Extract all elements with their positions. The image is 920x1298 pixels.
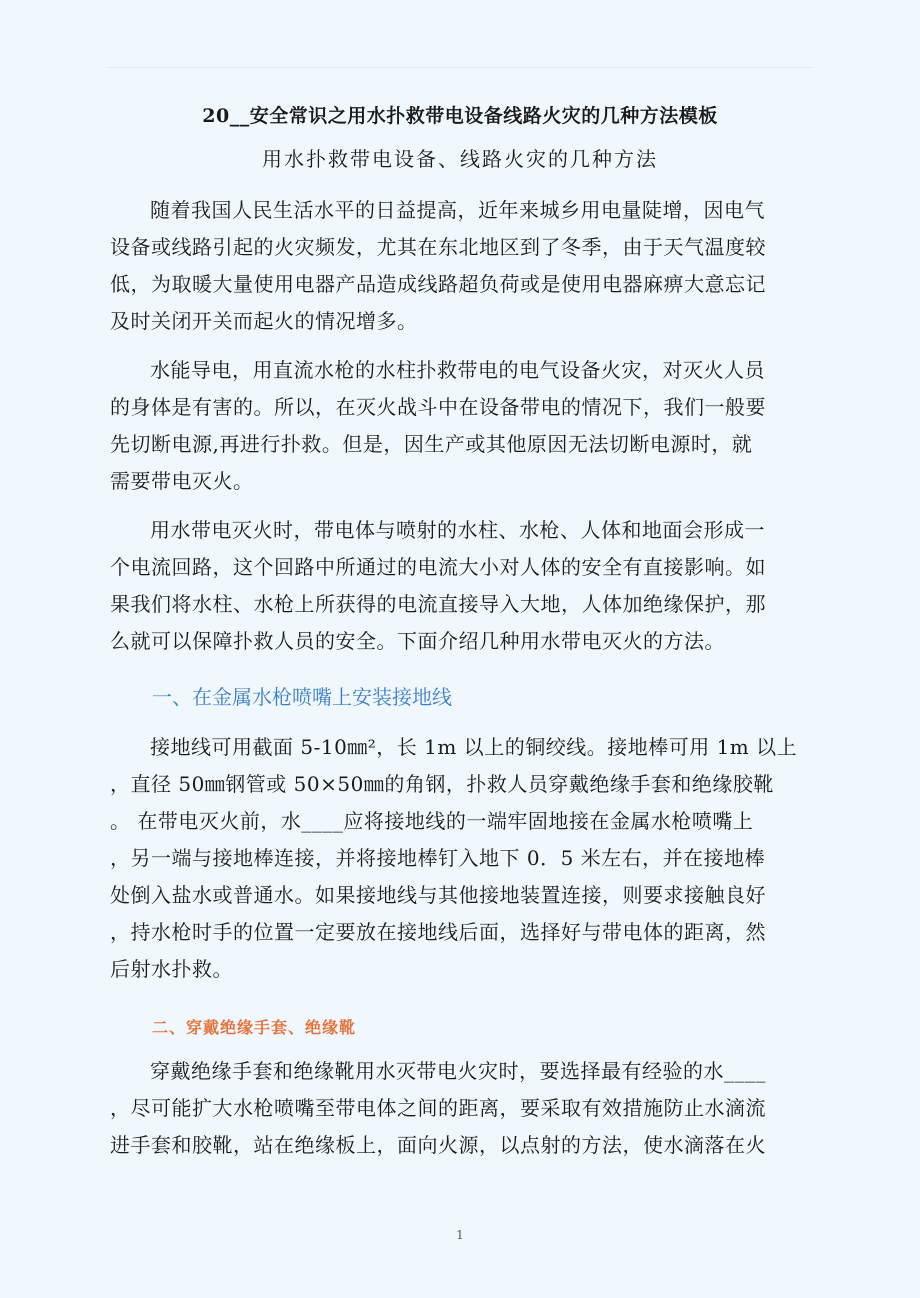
paragraph-line: 随着我国人民生活水平的日益提高，近年来城乡用电量陡增，因电气 [150,198,765,222]
header-rule [108,67,812,68]
paragraph-line: 低，为取暖大量使用电器产品造成线路超负荷或是使用电器麻痹大意忘记 [110,272,766,296]
paragraph-line: 。 在带电灭火前，水____应将接地线的一端牢固地接在金属水枪喷嘴上 [110,809,754,833]
paragraph-line: 么就可以保障扑救人员的安全。下面介绍几种用水带电灭火的方法。 [110,629,725,653]
paragraph-line: 的身体是有害的。所以，在灭火战斗中在设备带电的情况下，我们一般要 [110,395,766,419]
paragraph-line: 处倒入盐水或普通水。如果接地线与其他接地装置连接，则要求接触良好 [110,883,766,907]
paragraph-line: 设备或线路引起的火灾频发，尤其在东北地区到了冬季，由于天气温度较 [110,235,766,259]
paragraph-1 [110,192,810,340]
paragraph-line: ，另一端与接地棒连接，并将接地棒钉入地下 0．5 米左右，并在接地棒 [110,846,766,870]
document-subtitle: 用水扑救带电设备、线路火灾的几种方法 [262,147,658,171]
paragraph-line: 个电流回路，这个回路中所通过的电流大小对人体的安全有直接影响。如 [110,555,766,579]
section-1-body [110,729,810,988]
paragraph-line: 后射水扑救。 [110,957,233,981]
paragraph-2 [110,352,810,500]
paragraph-line: ，持水枪时手的位置一定要放在接地线后面，选择好与带电体的距离，然 [110,920,766,944]
page-number: 1 [456,1228,464,1242]
paragraph-line: 果我们将水柱、水枪上所获得的电流直接导入大地，人体加绝缘保护，那 [110,592,766,616]
section-1-heading: 一、在金属水枪喷嘴上安装接地线 [152,685,452,709]
paragraph-line: 穿戴绝缘手套和绝缘靴用水灭带电火灾时，要选择最有经验的水____ [150,1059,766,1083]
paragraph-line: 用水带电灭火时，带电体与喷射的水柱、水枪、人体和地面会形成一 [150,518,765,542]
paragraph-line: 及时关闭开关而起火的情况增多。 [110,309,418,333]
section-2-body [110,1053,810,1164]
section-2-heading: 二、穿戴绝缘手套、绝缘靴 [152,1018,357,1037]
paragraph-line: 接地线可用截面 5-10㎜²，长 1m 以上的铜绞线。接地棒可用 1m 以上 [150,735,798,759]
paragraph-line: 进手套和胶靴，站在绝缘板上，面向火源，以点射的方法，使水滴落在火 [110,1133,766,1157]
paragraph-line: ，尽可能扩大水枪喷嘴至带电体之间的距离，要采取有效措施防止水滴流 [110,1096,766,1120]
paragraph-3 [110,512,810,660]
paragraph-line: 水能导电，用直流水枪的水柱扑救带电的电气设备火灾，对灭火人员 [150,358,765,382]
paragraph-line: ，直径 50㎜钢管或 50×50㎜的角钢，扑救人员穿戴绝缘手套和绝缘胶靴 [110,772,774,796]
paragraph-line: 需要带电灭火。 [110,469,254,493]
paragraph-line: 先切断电源,再进行扑救。但是，因生产或其他原因无法切断电源时，就 [110,432,753,456]
document-title: 20__安全常识之用水扑救带电设备线路火灾的几种方法模板 [202,105,718,127]
